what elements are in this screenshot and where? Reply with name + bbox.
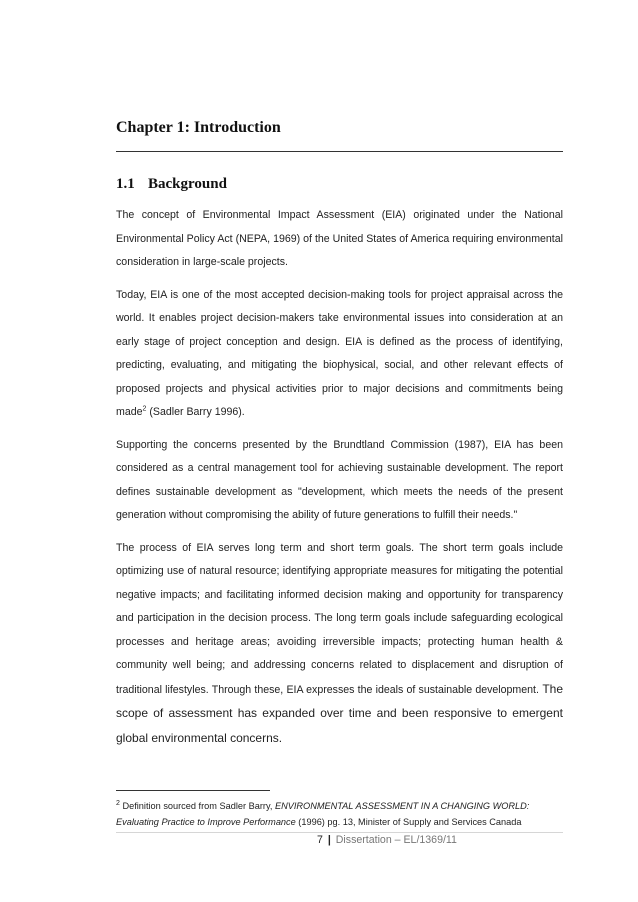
paragraph-2-citation: (Sadler Barry 1996). [146, 406, 245, 418]
footnote-divider [116, 790, 270, 791]
paragraph-2-text: Today, EIA is one of the most accepted decision-making tools for project appraisal across the world. It enables project decision-makers take environmental issues into consideration at an early stage of project conception and design. EIA is defined as the process of identifying, predicting, evaluating, and mitigating the biophysical, social, and other relevant effects of proposed projects and physical activities prior to major decisions and commitments being made [116, 288, 563, 418]
chapter-title: Chapter 1: Introduction [116, 119, 281, 136]
section-title-text: Background [148, 176, 227, 192]
footer-separator: | [327, 834, 331, 846]
page-number: 7 [317, 834, 323, 846]
paragraph-1: The concept of Environmental Impact Assessment (EIA) originated under the National Environmental Policy Act (NEPA, 1969) of the United States of America requiring environmental consideration in large-scale projects. [116, 209, 563, 268]
paragraph-4-tail: The scope of assessment has expanded over time and been responsive to emergent global environmental concerns. [116, 681, 563, 745]
footnote-reference: 2 [142, 405, 147, 413]
footer-label: Dissertation – EL/1369/11 [335, 834, 457, 846]
chapter-divider [116, 151, 563, 152]
paragraph-4 [116, 537, 563, 752]
footnote-source: (1996) pg. 13, Minister of Supply and Services Canada [295, 817, 522, 827]
paragraph-2 [116, 284, 563, 425]
paragraph-3: Supporting the concerns presented by the Brundtland Commission (1987), EIA has been considered as a central management tool for achieving sustainable development. The report defines sustainable development as "development, which meets the needs of the present generation without compromising the ability of future generations to fulfill their needs." [116, 438, 563, 521]
footnote-title: ENVIRONMENTAL ASSESSMENT IN A CHANGING WORLD: Evaluating Practice to Improve Performance [116, 801, 530, 827]
page-footer [317, 834, 457, 846]
footer-divider [116, 832, 563, 833]
section-heading [116, 176, 227, 193]
section-number: 1.1 [116, 176, 135, 192]
footnote [116, 798, 566, 830]
body-text [116, 204, 563, 760]
paragraph-4-text: The process of EIA serves long term and short term goals. The short term goals include optimizing use of natural resource; identifying appropriate measures for mitigating the potential negative impacts; and facilitating informed decision making and opportunity for transparency and participation in the decision process. The long term goals include safeguarding ecological processes and heritage areas; avoiding irreversible impacts; protecting human health & community well being; and addressing concerns related to displacement and disruption of traditional lifestyles. Through these, EIA expresses the ideals of sustainable development. [116, 541, 563, 696]
footnote-text: Definition sourced from Sadler Barry, [119, 801, 275, 811]
footnote-marker: 2 [116, 799, 120, 807]
